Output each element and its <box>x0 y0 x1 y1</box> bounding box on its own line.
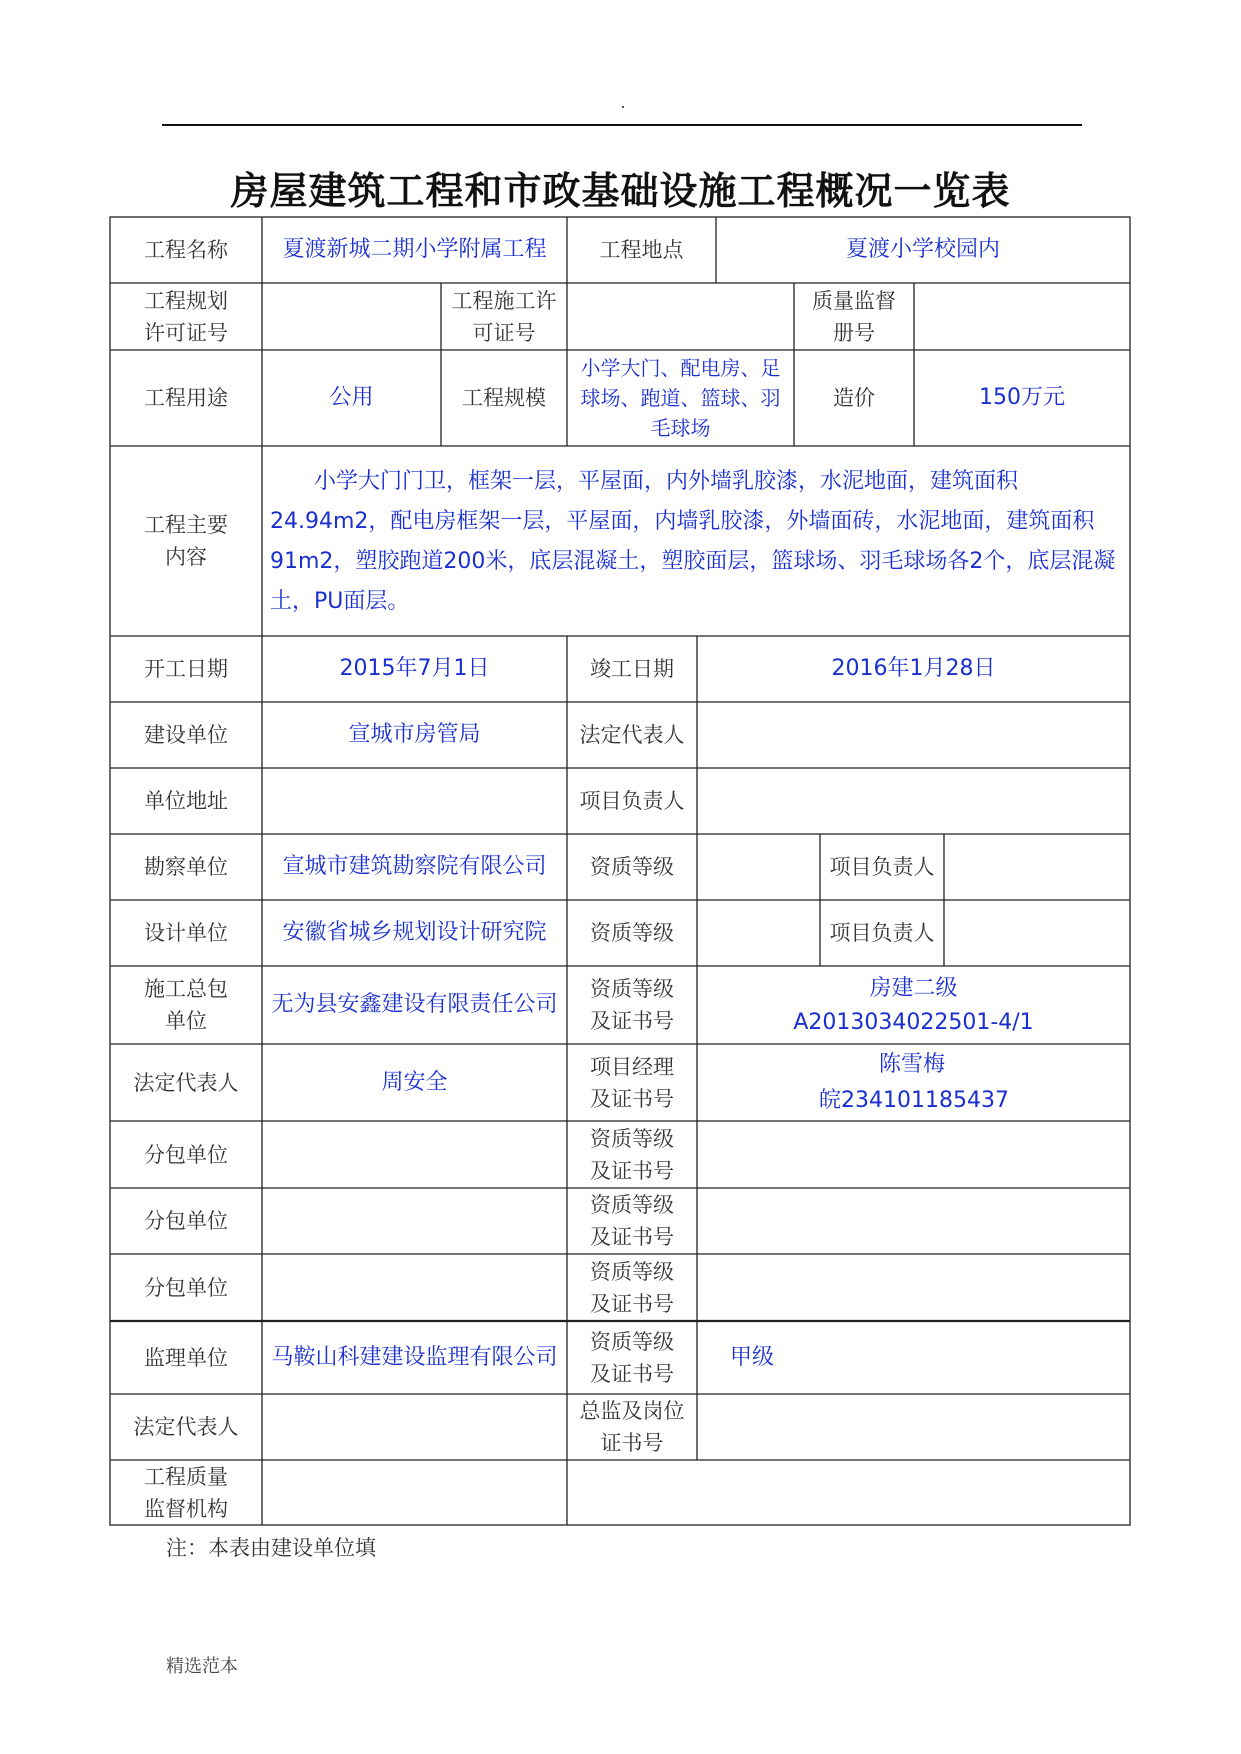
supervisor-label: 监理单位 <box>144 1345 228 1370</box>
project-location-value: 夏渡小学校园内 <box>845 237 1000 262</box>
start-date-value: 2015年7月1日 <box>339 656 490 681</box>
builder-value: 宣城市房管局 <box>348 722 481 747</box>
project-location-label: 工程地点 <box>599 238 684 262</box>
scale-label: 工程规模 <box>462 386 546 410</box>
contractor-value: 无为县安鑫建设有限责任公司 <box>271 992 558 1017</box>
subcontractor-1-label: 分包单位 <box>144 1142 228 1167</box>
contractor-legal-label: 法定代表人 <box>133 1070 239 1095</box>
address-manager-label: 项目负责人 <box>579 789 685 813</box>
start-date-label: 开工日期 <box>144 657 228 681</box>
construction-permit-label: 工程施工许可证号 <box>451 288 557 345</box>
page-title: 房屋建筑工程和市政基础设施工程概况一览表 <box>230 168 1011 213</box>
contractor-qual-grade: 房建二级 <box>869 976 958 1001</box>
project-name-label: 工程名称 <box>144 238 228 262</box>
builder-label: 建设单位 <box>144 723 228 747</box>
supervisor-qual-value: 甲级 <box>729 1344 774 1370</box>
survey-label: 勘察单位 <box>144 855 228 879</box>
design-label: 设计单位 <box>144 921 228 945</box>
contractor-qual-cert: A2013034022501-4/1 <box>793 1010 1034 1035</box>
project-manager-label: 项目经理及证书号 <box>590 1054 674 1111</box>
design-qual-label: 资质等级 <box>590 921 674 945</box>
address-label: 单位地址 <box>144 789 228 813</box>
project-manager-name: 陈雪梅 <box>879 1052 946 1077</box>
end-date-label: 竣工日期 <box>590 657 674 681</box>
table-note: 注：本表由建设单位填 <box>166 1536 376 1560</box>
main-content-label: 工程主要内容 <box>144 513 228 569</box>
main-content-text: 小学大门门卫，框架一层，平屋面，内外墙乳胶漆，水泥地面，建筑面积24.94m2，配电房框架一层，平屋面，内墙乳胶漆，外墙面砖，水泥地面，建筑面积91m2，塑胶跑道200米，底层混凝土，塑胶面层，篮球场、羽毛球场各2个，底层混凝土，PU面层。 <box>270 469 1116 614</box>
subcontractor-2-label: 分包单位 <box>144 1209 228 1233</box>
survey-manager-label: 项目负责人 <box>829 855 935 879</box>
supervision-register-label: 质量监督册号 <box>812 288 896 345</box>
cost-label: 造价 <box>833 386 875 410</box>
scale-value: 小学大门、配电房、足球场、跑道、篮球、羽毛球场 <box>580 356 781 440</box>
supervisor-value: 马鞍山科建建设监理有限公司 <box>271 1344 558 1370</box>
design-value: 安徽省城乡规划设计研究院 <box>282 920 547 945</box>
quality-org-label: 工程质量监督机构 <box>144 1464 228 1521</box>
contractor-qual-label: 资质等级及证书号 <box>590 977 674 1033</box>
subcontractor-3-qual-label: 资质等级及证书号 <box>590 1259 674 1316</box>
planning-permit-label: 工程规划许可证号 <box>144 288 228 345</box>
end-date-value: 2016年1月28日 <box>831 656 996 681</box>
survey-value: 宣城市建筑勘察院有限公司 <box>282 854 547 879</box>
project-manager-cert: 皖234101185437 <box>819 1088 1009 1113</box>
supervisor-qual-label: 资质等级及证书号 <box>590 1329 674 1386</box>
project-name-value: 夏渡新城二期小学附属工程 <box>282 237 547 262</box>
subcontractor-1-qual-label: 资质等级及证书号 <box>590 1126 674 1183</box>
contractor-legal-value: 周安全 <box>381 1069 448 1095</box>
contractor-label: 施工总包单位 <box>144 977 228 1033</box>
page-footer: 精选范本 <box>166 1656 238 1677</box>
survey-qual-label: 资质等级 <box>590 855 674 879</box>
builder-legal-label: 法定代表人 <box>579 723 685 747</box>
design-manager-label: 项目负责人 <box>829 921 935 945</box>
usage-label: 工程用途 <box>144 386 228 410</box>
subcontractor-3-label: 分包单位 <box>144 1275 228 1300</box>
chief-supervisor-label: 总监及岗位证书号 <box>579 1399 685 1455</box>
subcontractor-2-qual-label: 资质等级及证书号 <box>590 1193 674 1249</box>
supervisor-legal-label: 法定代表人 <box>133 1415 239 1439</box>
usage-value: 公用 <box>329 385 374 410</box>
cost-value: 150万元 <box>979 385 1065 410</box>
